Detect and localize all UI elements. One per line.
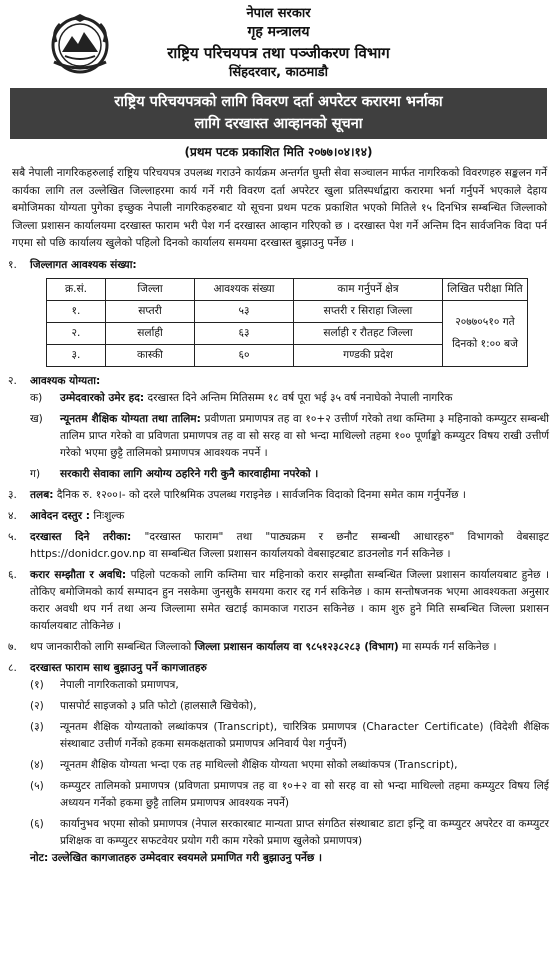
cell-area: गण्डकी प्रदेश [294,344,443,366]
section-heading: दरखास्त फाराम साथ बुझाउनु पर्ने कागजातहरु [30,661,207,674]
intro-paragraph: सबै नेपाली नागरिकहरुलाई राष्ट्रिय परिचयपत्र उपलब्ध गराउने कार्यक्रम अन्तर्गत घुम्ती सेवा सञ्चालन मार्फत नागरिकको विवरणहरु सङ्कलन गर्ने कार्यका लागि तल उल्लेखित जिल्लाहरमा कार्य गर्ने गरी विवरण दर्ता अपरेटर खुला प्रतिस्पर्धाद्वारा करारमा भर्ना गर्नुपर्ने भएकाले देहाय बमोजिमका योग्यता पुगेका इच्छुक नेपाली नागरिकहरुबाट यो सूचना प्रथम पटक प्रकाशित भएको मितिले १५ दिनभित्र सम्बन्धित जिल्लाको जिल्ला प्रशासन कार्यालयमा दरखास्त फाराम भरी पेश गर्न दरखास्त आव्हान गरिएको छ । दरखास्त पेश गर्ने अन्तिम दिन सार्वजनिक विदा पर्न गएमा सो पछि कार्यालय खुलेको पहिलो दिनको कार्यालय समयमा दरखास्त बुझाउनु पर्नेछ । [12,167,547,249]
cell-count: ५३ [195,300,294,322]
cell-district: सर्लाही [106,322,195,344]
section-number: २. [8,374,17,387]
publication-date: (प्रथम पटक प्रकाशित मिति २०७७।०४।१४) [184,145,373,159]
cell-count: ६० [195,344,294,366]
section-number: १. [8,258,17,271]
cell-area: सप्तरी र सिराहा जिल्ला [294,300,443,322]
cell-exam-date [443,300,528,366]
district-table [46,278,528,367]
column-header: आवश्यक संख्या [195,278,294,300]
note [30,850,549,867]
item-text: कार्यानुभव भएमा सोको प्रमाणपत्र (नेपाल सरकारबाट मान्यता प्राप्त संगठित संस्थाबाट डाटा इन्ट्रि वा कम्प्युटर अपरेटर वा कम्प्युटर प्रशिक्षक वा कम्प्युटर सफटवेयर प्रयोग गरी काम गरेको प्रमाण खुलेको प्रमाणपत्र) [60,817,549,847]
section-contract [8,567,549,635]
cell-sn: १. [47,300,106,322]
section-qualification [8,373,549,483]
section-contact [8,639,549,656]
item-label: (३) [30,720,44,733]
note-text: नोट: उल्लेखित कागजातहरु उम्मेदवार स्वयमले प्रमाणित गरी बुझाउनु पर्नेछ । [30,851,323,864]
table-header-row [47,278,528,300]
cell-district: कास्की [106,344,195,366]
cell-sn: २. [47,322,106,344]
section-fee [8,508,549,525]
item-text: न्यूनतम शैक्षिक योग्यता भन्दा एक तह माथिल्लो शैक्षिक योग्यता भएमा सोको लब्धांकपत्र (Transcript), [60,758,458,771]
government-name: नेपाल सरकार [246,6,311,21]
section-number: ७. [8,640,17,653]
section-heading: आवश्यक योग्यता: [30,374,101,387]
item-label: (५) [30,779,44,792]
exam-date-line: २०७७०५१० गते [455,316,515,328]
section-number: ३. [8,488,17,501]
section-district-requirement [8,257,549,367]
nepal-emblem-icon [48,12,112,76]
section-text: "दरखास्त फाराम" तथा "पाठ्यक्रम र छनौट सम्बन्धी आधारहरु" विभागको वेबसाइट https://donidcr.gov.np वा सम्बन्धित जिल्ला प्रशासन कार्यालयको वेबसाइटबाट डाउनलोड गर्न सकिनेछ । [30,530,549,560]
item-bold: सरकारी सेवाका लागि अयोग्य ठहरिने गरी कुनै कारवाहीमा नपरेको । [60,467,319,480]
section-text: पहिलो पटकको लागि कम्तिमा चार महिनाको करार सम्झौता सम्बन्धित जिल्ला प्रशासन कार्यालयबाट हुनेछ । तोकिए बमोजिमको कार्य सम्पादन हुन नसकेमा जुनसुकै समयमा करार रद्द गर्न सकिनेछ । काम सन्तोषजनक भएमा आवश्यकता अनुसार करार अवधी थप गर्न तथा अन्य जिल्लामा समेत खटाई कामकाज गराउन सकिनेछ । काम शुरु हुने मिति सम्बन्धित जिल्ला प्रशासन कार्यालयबाट तोकिनेछ । [30,568,549,632]
section-bold: दरखास्त दिने तरीका: [30,530,132,543]
list-item [30,677,549,694]
notice-title-line1: राष्ट्रिय परिचयपत्रको लागि विवरण दर्ता अपरेटर करारमा भर्नाका [114,94,443,110]
section-bold: तलब: [30,488,54,501]
qualification-age [30,390,549,407]
item-bold: उम्मेदवारको उमेर हद: [60,391,145,404]
list-item [30,698,549,715]
item-label: क) [30,391,43,404]
section-text: मा सम्पर्क गर्न सकिनेछ । [398,640,497,653]
column-header: काम गर्नुपर्ने क्षेत्र [294,278,443,300]
item-text: प्रवीणता प्रमाणपत्र तह वा १०+२ उत्तीर्ण गरेको तथा कम्तिमा ३ महिनाको कम्प्युटर सम्बन्धी तालिम प्राप्त गरेको वा प्रविणता प्रमाणपत्र तह वा सो सरह वा सो भन्दा माथिल्लो तहमा १०० पूर्णाङ्को कम्प्युटर विषय राखी उत्तीर्ण गरेको भएमा छुट्टै तालिमको प्रमाणपत्र आवश्यक नपर्ने । [60,412,549,459]
list-item [30,816,549,850]
item-label: ग) [30,467,41,480]
section-text: थप जानकारीको लागि सम्बन्धित जिल्लाको [30,640,195,653]
cell-count: ६३ [195,322,294,344]
item-bold: न्यूनतम शैक्षिक योग्यता तथा तालिम: [60,412,201,425]
section-bold: आवेदन दस्तुर : [30,509,90,522]
section-number: ४. [8,509,17,522]
qualification-conduct [30,466,549,483]
list-item [30,778,549,812]
column-header: क्र.सं. [47,278,106,300]
ministry-name: गृह मन्त्रालय [247,24,310,40]
item-text: दरखास्त दिने अन्तिम मितिसम्म १८ वर्ष पूरा भई ३५ वर्ष ननाघेको नेपाली नागरिक [144,391,453,404]
list-item [30,757,549,774]
section-number: ५. [8,530,17,543]
notice-title [10,88,547,139]
item-label: (६) [30,817,44,830]
exam-time-line: दिनको १:०० बजे [452,338,518,350]
notice-title-line2: लागि दरखास्त आव्हानको सूचना [194,116,363,132]
item-label: (१) [30,678,44,691]
column-header: लिखित परीक्षा मिति [443,278,528,300]
section-heading: जिल्लागत आवश्यक संख्या: [30,258,137,271]
table-row [47,300,528,322]
section-text: दैनिक रु. १२००।- को दरले पारिश्रमिक उपलब्ध गराइनेछ । सार्वजनिक विदाको दिनमा समेत काम गर्नुपर्नेछ । [53,488,466,501]
qualification-education [30,411,549,462]
department-name: राष्ट्रिय परिचयपत्र तथा पञ्जीकरण विभाग [167,44,390,62]
section-documents [8,660,549,867]
section-number: ८. [8,661,17,674]
column-header: जिल्ला [106,278,195,300]
section-bold: जिल्ला प्रशासन कार्यालय वा ९८५१२३८२८३ (विभाग) [194,640,399,653]
cell-sn: ३. [47,344,106,366]
section-text: निःशुल्क [89,509,125,522]
item-label: ख) [30,412,43,425]
item-label: (२) [30,699,44,712]
item-text: कम्प्युटर तालिमको प्रमाणपत्र (प्रविणता प्रमाणपत्र तह वा १०+२ वा सो सरह वा सो भन्दा माथिल्लो तहमा कम्प्युटर विषय लिई अध्ययन गर्नेको हकमा छुट्टै तालिम प्रमाणपत्र आवश्यक नपर्ने) [60,779,549,809]
list-item [30,719,549,753]
department-address: सिंहदरवार, काठमाडौ [228,65,329,80]
cell-district: सप्तरी [106,300,195,322]
item-text: न्यूनतम शैक्षिक योग्यताको लब्धांकपत्र (Transcript), चारित्रिक प्रमाणपत्र (Character Certificate) (विदेशी शैक्षिक संस्थाबाट उत्तीर्ण गर्नेको हकमा समकक्षताको प्रमाणपत्र अनिवार्य पेश गर्नुपर्ने) [60,720,549,750]
item-text: नेपाली नागरिकताको प्रमाणपत्र, [60,678,179,691]
section-application-method [8,529,549,563]
cell-area: सर्लाही र रौतहट जिल्ला [294,322,443,344]
item-label: (४) [30,758,44,771]
section-salary [8,487,549,504]
item-text: पासपोर्ट साइजको ३ प्रति फोटो (हालसालै खिचेको), [60,699,257,712]
section-number: ६. [8,568,17,581]
header [8,0,549,88]
section-bold: करार सम्झौता र अवधि: [30,568,127,581]
